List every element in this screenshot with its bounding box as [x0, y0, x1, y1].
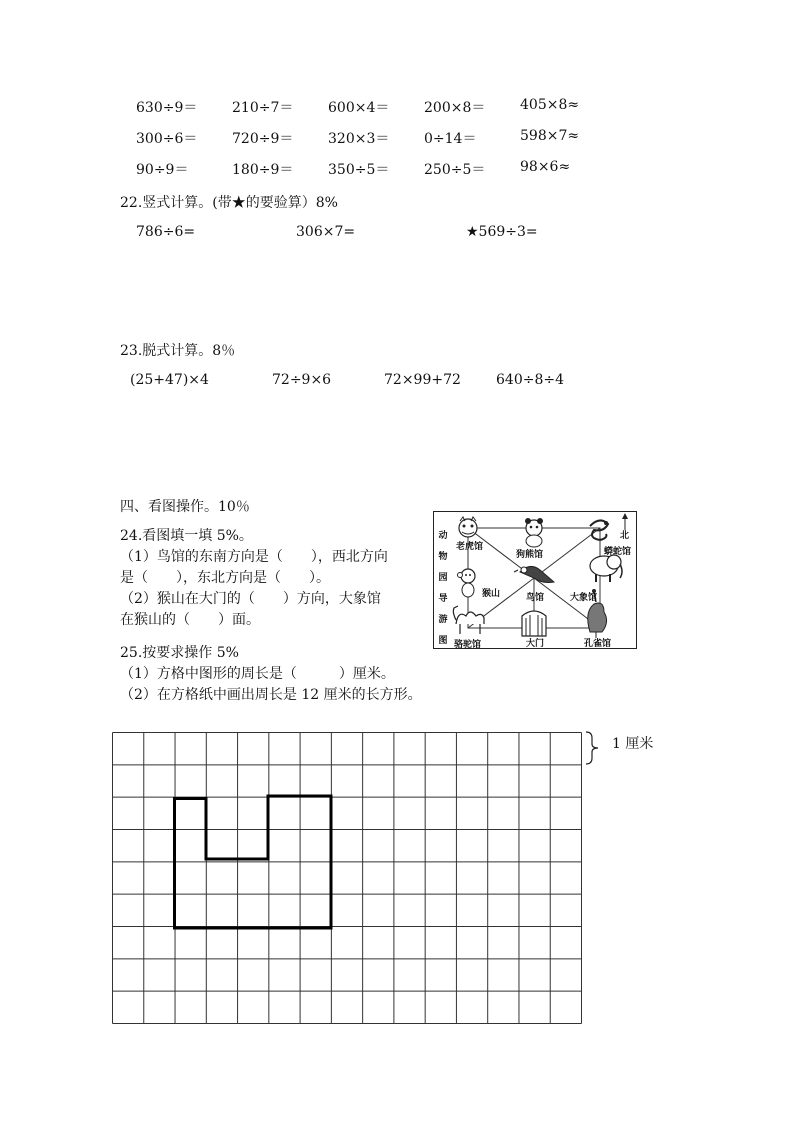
- q24-line: （2）猴山在大门的（ ）方向，大象馆: [120, 591, 381, 607]
- scale-label: 1 厘米: [612, 736, 654, 752]
- calc-item: 250÷5＝: [424, 162, 486, 178]
- q22-problem: 306×7=: [296, 224, 356, 240]
- elephant-icon: [590, 555, 622, 582]
- map-title-char: 物: [438, 552, 448, 562]
- section-title: 四、看图操作。10％: [120, 499, 250, 515]
- monkey-icon: [458, 569, 476, 597]
- q22-title: 22.竖式计算。(带★的要验算）8%: [120, 195, 338, 211]
- q23-problem: 640÷8÷4: [496, 372, 564, 388]
- q24-line: 是（ ），东北方向是（ ）。: [120, 570, 330, 586]
- q25-line: （1）方格中图形的周长是（ ）厘米。: [120, 666, 395, 682]
- calc-item: 600×4＝: [328, 100, 390, 116]
- zoo-map: [433, 511, 637, 649]
- q25-title: 25.按要求操作 5%: [120, 645, 239, 661]
- calc-item: 180÷9＝: [232, 162, 294, 178]
- camel-icon: [453, 606, 484, 634]
- q22-problem: ★569÷3=: [466, 224, 538, 240]
- square-grid[interactable]: [112, 732, 582, 1028]
- calc-item: 405×8≈: [520, 97, 580, 113]
- calc-item: 210÷7＝: [232, 100, 294, 116]
- map-label-bird: 鸟馆: [526, 593, 545, 603]
- map-label-camel: 骆驼馆: [454, 640, 482, 650]
- q23-problem: 72×99+72: [384, 372, 461, 388]
- q25-line: （2）在方格纸中画出周长是 12 厘米的长方形。: [120, 687, 422, 703]
- map-label-peacock: 孔雀馆: [584, 639, 612, 649]
- bear-icon: [525, 518, 543, 547]
- tiger-icon: [459, 517, 477, 537]
- map-label-snake: 蟒蛇馆: [604, 547, 632, 557]
- calc-item: 320×3＝: [328, 131, 390, 147]
- map-title-char: 园: [438, 573, 448, 583]
- zoo-map-lines: [434, 512, 638, 650]
- grid-svg: [112, 732, 582, 1024]
- q24-title: 24.看图填一填 5%。: [120, 528, 253, 544]
- q22-problem: 786÷6=: [136, 224, 196, 240]
- calc-item: 350÷5＝: [328, 162, 390, 178]
- map-title-char: 游: [438, 615, 448, 625]
- q23-title: 23.脱式计算。8％: [120, 343, 236, 359]
- calc-item: 300÷6＝: [136, 131, 198, 147]
- calc-item: 98×6≈: [520, 159, 571, 175]
- map-label-monkey: 猴山: [482, 589, 501, 599]
- q23-problem: 72÷9×6: [272, 372, 332, 388]
- scale-brace-icon: [584, 730, 604, 766]
- map-label-tiger: 老虎馆: [456, 542, 484, 552]
- calc-item: 720÷9＝: [232, 131, 294, 147]
- map-title-char: 图: [438, 636, 448, 646]
- q23-problem: (25+47)×4: [130, 372, 209, 388]
- map-title: [437, 526, 449, 652]
- map-title-char: 动: [438, 531, 448, 541]
- calc-item: 598×7≈: [520, 128, 580, 144]
- q24-line: （1）鸟馆的东南方向是（ ），西北方向: [120, 549, 388, 565]
- map-title-char: 导: [438, 594, 448, 604]
- calc-item: 200×8＝: [424, 100, 486, 116]
- snake-icon: [590, 520, 608, 540]
- calc-item: 90÷9＝: [136, 162, 189, 178]
- calc-item: 0÷14＝: [424, 131, 477, 147]
- north-label: 北: [620, 531, 630, 541]
- gate-icon: [522, 611, 546, 636]
- calc-item: 630÷9＝: [136, 100, 198, 116]
- map-label-panda: 狗熊馆: [516, 550, 544, 560]
- q24-line: 在猴山的（ ）面。: [120, 612, 260, 628]
- map-label-gate: 大门: [526, 639, 545, 649]
- map-label-elephant: 大象馆: [570, 593, 598, 603]
